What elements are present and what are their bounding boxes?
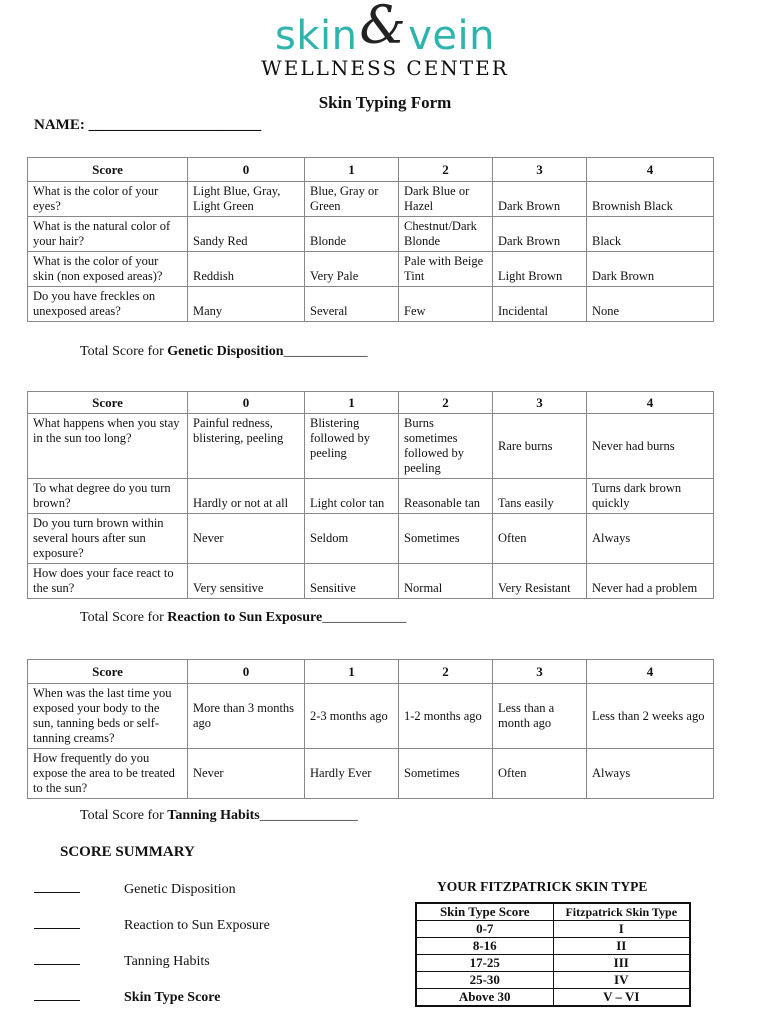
- score-range: Above 30: [416, 989, 553, 1007]
- question-cell: To what degree do you turn brown?: [28, 479, 188, 514]
- answer-cell[interactable]: More than 3 months ago: [188, 684, 305, 749]
- answer-cell[interactable]: Always: [587, 749, 714, 799]
- score-range: 8-16: [416, 938, 553, 955]
- logo-ampersand: &: [359, 0, 407, 56]
- answer-cell[interactable]: Very Pale: [305, 252, 399, 287]
- answer-cell[interactable]: Rare burns: [493, 414, 587, 479]
- question-cell: What is the color of your eyes?: [28, 182, 188, 217]
- fitzpatrick-table: [415, 902, 691, 1007]
- skin-type: V – VI: [553, 989, 690, 1007]
- table-row: [416, 921, 690, 938]
- total-sun-exposure: [80, 610, 406, 626]
- answer-cell[interactable]: Never: [188, 514, 305, 564]
- answer-cell[interactable]: Pale with Beige Tint: [399, 252, 493, 287]
- score-range: 25-30: [416, 972, 553, 989]
- summary-row-tanning: [34, 952, 210, 970]
- answer-cell[interactable]: Many: [188, 287, 305, 322]
- header-2: 2: [399, 158, 493, 182]
- header-1: 1: [305, 660, 399, 684]
- answer-cell[interactable]: Dark Blue or Hazel: [399, 182, 493, 217]
- answer-cell[interactable]: Black: [587, 217, 714, 252]
- answer-cell[interactable]: Sometimes: [399, 514, 493, 564]
- summary-row-skin-type: [34, 988, 220, 1006]
- answer-cell[interactable]: Less than 2 weeks ago: [587, 684, 714, 749]
- answer-cell[interactable]: Turns dark brown quickly: [587, 479, 714, 514]
- table-row: [28, 749, 714, 799]
- total-label: Tanning Habits: [167, 808, 260, 823]
- header-skin-type-score: Skin Type Score: [416, 903, 553, 921]
- summary-label: Reaction to Sun Exposure: [124, 918, 270, 933]
- summary-label: Genetic Disposition: [124, 882, 236, 897]
- summary-row-genetic: [34, 880, 236, 898]
- form-title: Skin Typing Form: [318, 93, 452, 112]
- table-header-row: [28, 158, 714, 182]
- answer-cell[interactable]: Often: [493, 749, 587, 799]
- answer-cell[interactable]: None: [587, 287, 714, 322]
- total-blank[interactable]: ______________: [259, 808, 358, 823]
- total-label: Reaction to Sun Exposure: [167, 610, 323, 625]
- skin-type: IV: [553, 972, 690, 989]
- answer-cell[interactable]: Brownish Black: [587, 182, 714, 217]
- table-header-row: [28, 660, 714, 684]
- header-score: Score: [28, 158, 188, 182]
- header-2: 2: [399, 660, 493, 684]
- question-cell: How frequently do you expose the area to be treated to the sun?: [28, 749, 188, 799]
- summary-label: Skin Type Score: [124, 990, 221, 1005]
- table-row: [416, 989, 690, 1007]
- table-row: [28, 182, 714, 217]
- header-fitzpatrick-type: Fitzpatrick Skin Type: [553, 903, 690, 921]
- question-cell: What happens when you stay in the sun too long?: [28, 414, 188, 479]
- answer-cell[interactable]: Hardly or not at all: [188, 479, 305, 514]
- question-cell: What is the natural color of your hair?: [28, 217, 188, 252]
- score-summary-heading: SCORE SUMMARY: [60, 844, 195, 860]
- summary-row-sun-exposure: [34, 916, 270, 934]
- answer-cell[interactable]: Painful redness, blistering, peeling: [188, 414, 305, 479]
- answer-cell[interactable]: Often: [493, 514, 587, 564]
- summary-blank[interactable]: [34, 880, 80, 893]
- answer-cell[interactable]: Few: [399, 287, 493, 322]
- answer-cell[interactable]: Blistering followed by peeling: [305, 414, 399, 479]
- sun-exposure-table: [27, 391, 714, 599]
- question-cell: Do you have freckles on unexposed areas?: [28, 287, 188, 322]
- header-4: 4: [587, 158, 714, 182]
- answer-cell[interactable]: Seldom: [305, 514, 399, 564]
- answer-cell[interactable]: Reasonable tan: [399, 479, 493, 514]
- logo-word-vein: vein: [408, 13, 495, 59]
- header-score: Score: [28, 660, 188, 684]
- question-cell: How does your face react to the sun?: [28, 564, 188, 599]
- answer-cell[interactable]: Hardly Ever: [305, 749, 399, 799]
- answer-cell[interactable]: Dark Brown: [493, 182, 587, 217]
- answer-cell[interactable]: Sandy Red: [188, 217, 305, 252]
- header-3: 3: [493, 660, 587, 684]
- total-blank[interactable]: ____________: [283, 344, 368, 359]
- answer-cell[interactable]: Light Blue, Gray, Light Green: [188, 182, 305, 217]
- answer-cell[interactable]: Light color tan: [305, 479, 399, 514]
- table-row: [28, 252, 714, 287]
- answer-cell[interactable]: Dark Brown: [587, 252, 714, 287]
- summary-label: Tanning Habits: [124, 954, 210, 969]
- answer-cell[interactable]: 1-2 months ago: [399, 684, 493, 749]
- answer-cell[interactable]: Incidental: [493, 287, 587, 322]
- answer-cell[interactable]: Sensitive: [305, 564, 399, 599]
- skin-type: II: [553, 938, 690, 955]
- answer-cell[interactable]: 2-3 months ago: [305, 684, 399, 749]
- summary-blank[interactable]: [34, 952, 80, 965]
- score-range: 0-7: [416, 921, 553, 938]
- total-prefix: Total Score for: [80, 610, 168, 625]
- header-4: 4: [587, 660, 714, 684]
- name-field[interactable]: NAME: _______________________: [34, 117, 262, 133]
- table-row: [416, 938, 690, 955]
- question-cell: Do you turn brown within several hours after sun exposure?: [28, 514, 188, 564]
- question-cell: When was the last time you exposed your body to the sun, tanning beds or self-tanning creams?: [28, 684, 188, 749]
- logo: [0, 0, 770, 60]
- summary-blank[interactable]: [34, 916, 80, 929]
- answer-cell[interactable]: Blonde: [305, 217, 399, 252]
- header-1: 1: [305, 158, 399, 182]
- answer-cell[interactable]: Less than a month ago: [493, 684, 587, 749]
- table-row: [28, 414, 714, 479]
- skin-type: III: [553, 955, 690, 972]
- logo-subtitle: WELLNESS CENTER: [261, 56, 509, 80]
- skin-type: I: [553, 921, 690, 938]
- header-0: 0: [188, 392, 305, 414]
- answer-cell[interactable]: Never had a problem: [587, 564, 714, 599]
- tanning-habits-table: [27, 659, 714, 799]
- header-3: 3: [493, 392, 587, 414]
- answer-cell[interactable]: Blue, Gray or Green: [305, 182, 399, 217]
- fitzpatrick-title: YOUR FITZPATRICK SKIN TYPE: [437, 879, 648, 894]
- table-row: [28, 287, 714, 322]
- table-row: [28, 217, 714, 252]
- genetic-table: [27, 157, 714, 322]
- header-1: 1: [305, 392, 399, 414]
- table-row: [28, 564, 714, 599]
- answer-cell[interactable]: Normal: [399, 564, 493, 599]
- table-row: [416, 955, 690, 972]
- table-row: [416, 972, 690, 989]
- score-range: 17-25: [416, 955, 553, 972]
- logo-word-skin: skin: [274, 13, 358, 59]
- table-row: [28, 514, 714, 564]
- answer-cell[interactable]: Several: [305, 287, 399, 322]
- question-cell: What is the color of your skin (non exposed areas)?: [28, 252, 188, 287]
- fitzpatrick-header-row: [416, 903, 690, 921]
- answer-cell[interactable]: Sometimes: [399, 749, 493, 799]
- total-tanning-habits: [80, 808, 358, 824]
- total-label: Genetic Disposition: [167, 344, 284, 359]
- header-score: Score: [28, 392, 188, 414]
- answer-cell[interactable]: Burns sometimes followed by peeling: [399, 414, 493, 479]
- answer-cell[interactable]: Dark Brown: [493, 217, 587, 252]
- answer-cell[interactable]: Light Brown: [493, 252, 587, 287]
- answer-cell[interactable]: Very Resistant: [493, 564, 587, 599]
- total-prefix: Total Score for: [80, 344, 168, 359]
- answer-cell[interactable]: Tans easily: [493, 479, 587, 514]
- table-header-row: [28, 392, 714, 414]
- table-row: [28, 479, 714, 514]
- answer-cell[interactable]: Reddish: [188, 252, 305, 287]
- header-4: 4: [587, 392, 714, 414]
- header-0: 0: [188, 660, 305, 684]
- total-genetic: [80, 344, 368, 360]
- header-3: 3: [493, 158, 587, 182]
- answer-cell[interactable]: Always: [587, 514, 714, 564]
- answer-cell[interactable]: Never: [188, 749, 305, 799]
- total-prefix: Total Score for: [80, 808, 168, 823]
- total-blank[interactable]: ____________: [322, 610, 407, 625]
- answer-cell[interactable]: Never had burns: [587, 414, 714, 479]
- header-2: 2: [399, 392, 493, 414]
- header-0: 0: [188, 158, 305, 182]
- table-row: [28, 684, 714, 749]
- answer-cell[interactable]: Chestnut/Dark Blonde: [399, 217, 493, 252]
- summary-blank[interactable]: [34, 988, 80, 1001]
- answer-cell[interactable]: Very sensitive: [188, 564, 305, 599]
